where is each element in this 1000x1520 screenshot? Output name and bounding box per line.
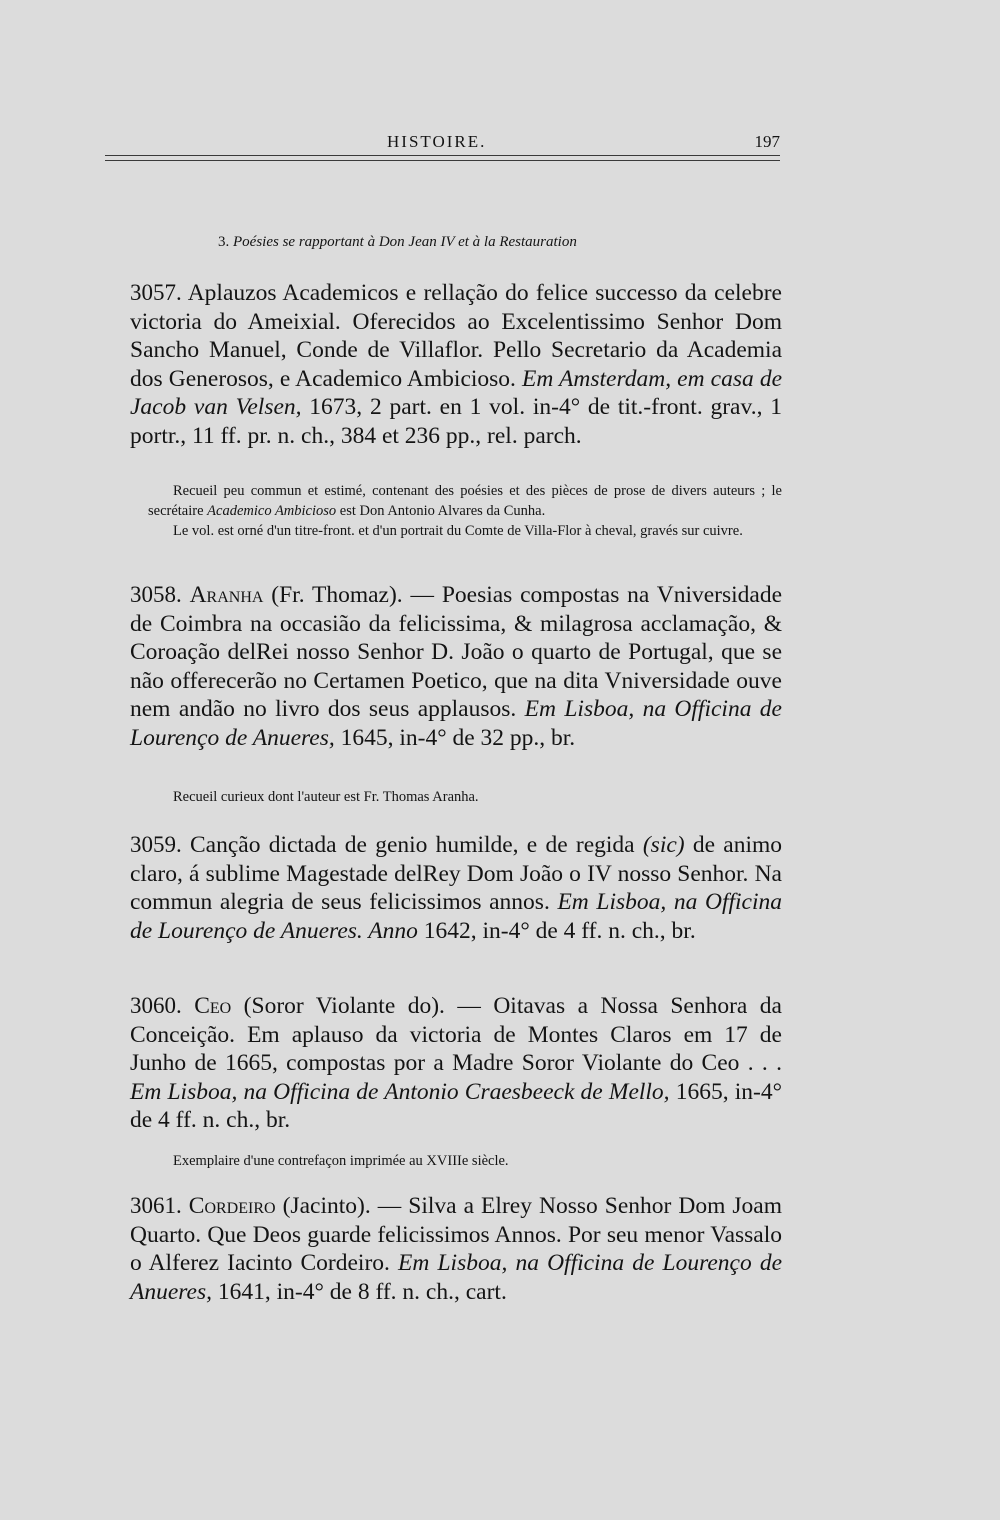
entry-author-rest: (Soror Violante do). — [243,993,481,1019]
entry-sic: (sic) [642,832,685,858]
entry-3059 [130,831,782,945]
note-text: Exemplaire d'une contrefaçon imprimée au XVIIIe siècle. [173,1153,509,1169]
note-3058 [148,787,782,807]
entry-imprint: Em Lisboa, na Officina de Antonio Craesbeeck de Mello, [130,1078,670,1105]
entry-imprint: Em Amsterdam, em casa de Jacob van Velsen, [130,365,783,420]
entry-details: 1673, 2 part. en 1 vol. in-4° de tit.-front. grav., 1 portr., 11 ff. pr. n. ch., 384 et 236 pp., rel. parch. [130,394,782,449]
note-text-2: est Don Antonio Alvares da Cunha. [339,503,546,519]
entry-number: 3061. [130,1193,182,1218]
entry-number: 3059. [130,832,182,857]
entry-text: Oitavas a Nossa Senhora da Conceição. Em aplauso da victoria de Montes Claros em 17 de Junho de 1665, compostas por a Madre Soror Violante do Ceo . . . [130,993,782,1076]
note-3060 [148,1151,782,1171]
entry-text: Poesias compostas na Vniversidade de Coimbra na occasião da felicissima, & milagrosa acclamação, & Coroação delRei nosso Senhor D. João o quarto de Portugal, que se não offerecerão no Certamen Poetico, que na dita Vniversidade ouve nem andão no livro dos seus applausos. [130,582,783,722]
entry-text: Silva a Elrey Nosso Senhor Dom Joam Quarto. Que Deos guarde felicissimos Annos. Por seu menor Vassalo o Alferez Iacinto Cordeiro. [130,1193,783,1276]
note-text-3: Le vol. est orné d'un titre-front. et d'un portrait du Comte de Villa-Flor à cheval, gravés sur cuivre. [173,523,743,539]
entry-author: Ceo [194,993,232,1019]
entry-3057 [130,279,782,450]
entry-text-2: de animo claro, á sublime Magestade delRey Dom João o IV nosso Senhor. Na commun alegria de seus felicissimos annos. [130,832,783,915]
entry-details: 1642, in-4° de 4 ff. n. ch., br. [423,917,696,944]
entry-text: Canção dictada de genio humilde, e de regida [190,832,635,858]
note-3057 [148,481,782,541]
entry-number: 3058. [130,582,182,607]
entry-imprint: Em Lisboa, na Officina de Lourenço de Anueres, [130,1250,783,1305]
section-title [218,234,577,251]
entry-details: 1645, in-4° de 32 pp., br. [340,724,576,751]
entry-3060 [130,992,782,1135]
entry-author-rest: (Jacinto). — [282,1193,402,1219]
note-text: Recueil peu commun et estimé, contenant des poésies et des pièces de prose de divers auteurs ; le secrétaire [148,483,782,519]
entry-author-rest: (Fr. Thomaz). — [271,582,434,608]
entry-details: 1641, in-4° de 8 ff. n. ch., cart. [217,1278,507,1305]
entry-imprint: Em Lisboa, na Officina de Lourenço de Anueres. Anno [130,889,782,944]
entry-imprint: Em Lisboa, na Officina de Lourenço de Anueres, [130,696,782,751]
entry-author: Aranha [189,582,264,608]
page-number: 197 [754,132,780,151]
entry-author: Cordeiro [188,1193,276,1219]
entry-number: 3057. [130,280,182,305]
entry-text: Aplauzos Academicos e rellação do felice successo da celebre victoria do Ameixial. Oferecidos ao Excelentissimo Senhor Dom Sancho Manuel, Conde de Villaflor. Pello Secretario da Academia dos Generosos, e Academico Ambicioso. [130,280,782,392]
entry-3061 [130,1192,782,1306]
running-header [105,128,780,158]
note-italic: Academico Ambicioso [207,503,337,519]
header-rule [105,155,780,161]
section-number: 3. [218,234,230,250]
entry-3058 [130,581,782,752]
entry-details: 1665, in-4° de 4 ff. n. ch., br. [130,1078,782,1133]
running-title: HISTOIRE. [387,132,487,151]
note-text: Recueil curieux dont l'auteur est Fr. Thomas Aranha. [173,789,479,805]
entry-number: 3060. [130,993,182,1018]
section-title-text: Poésies se rapportant à Don Jean IV et à la Restauration [233,234,577,250]
